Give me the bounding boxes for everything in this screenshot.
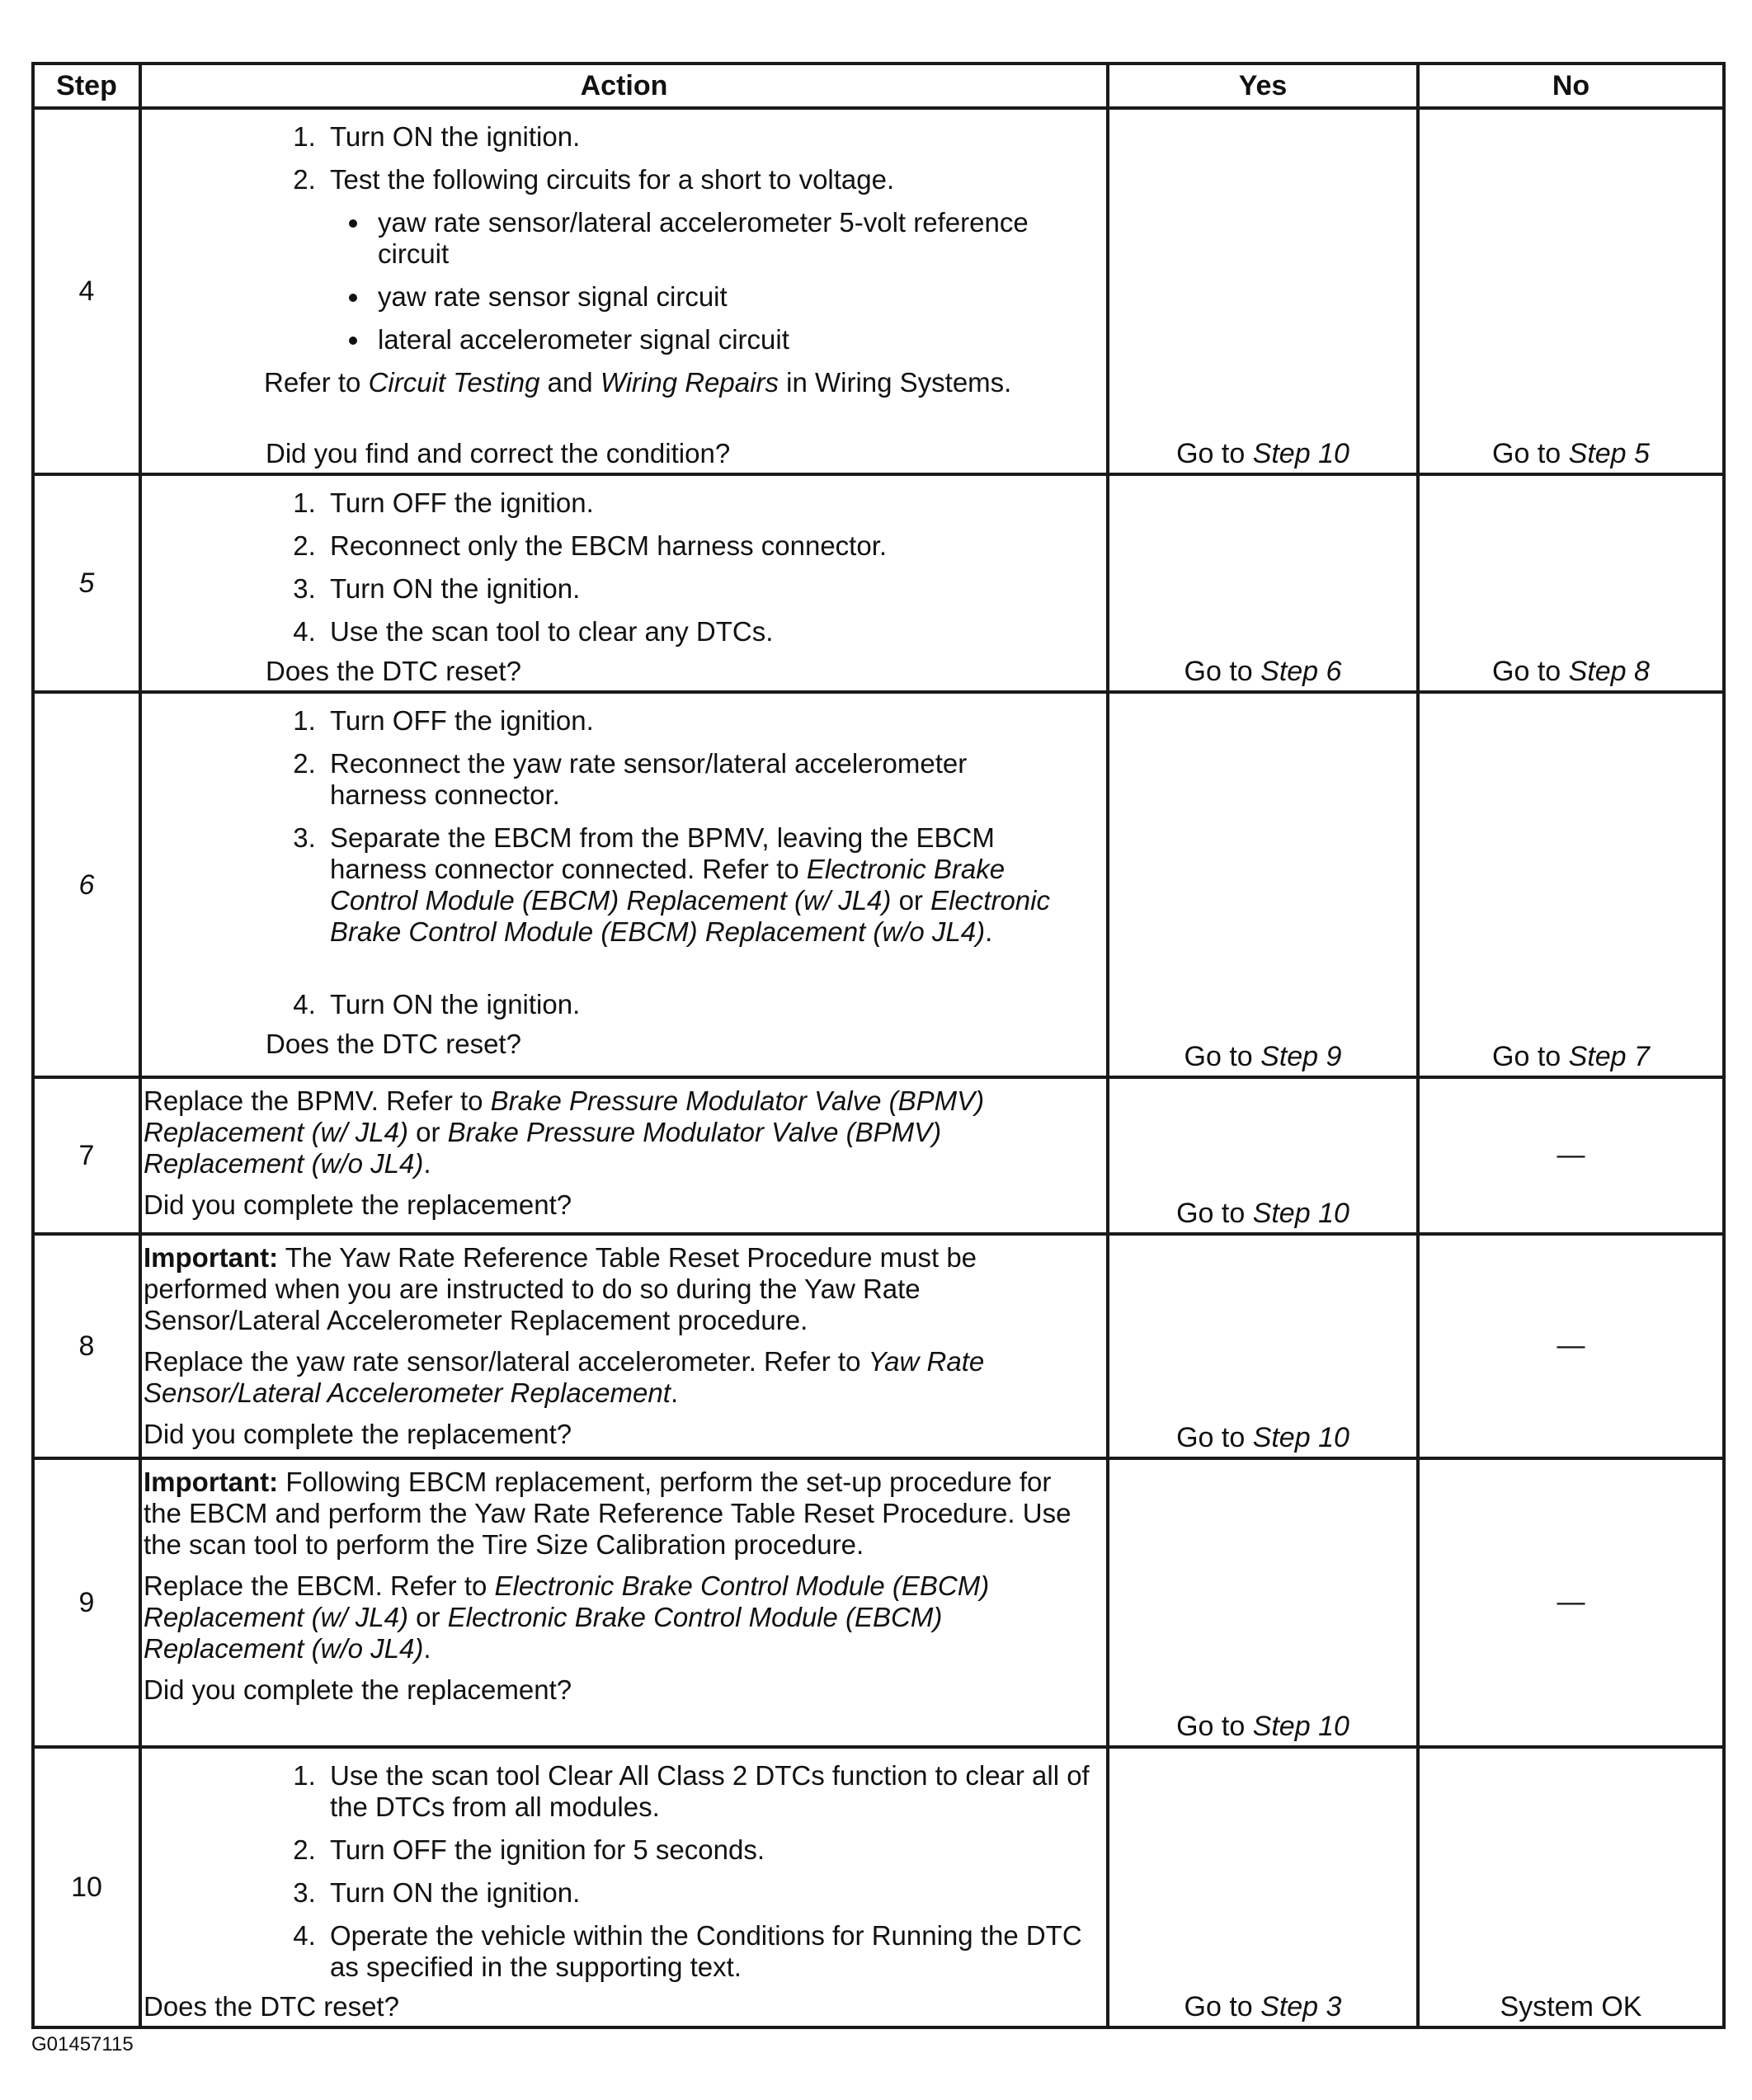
- question-text: Does the DTC reset?: [144, 1991, 399, 2022]
- yes-cell: Go to Step 10: [1108, 1077, 1418, 1234]
- reference-link[interactable]: Electronic Brake Control Module (EBCM) Replacement (w/ JL4): [144, 1570, 990, 1632]
- replace-instruction: Replace the yaw rate sensor/lateral accelerometer. Refer to Yaw Rate Sensor/Lateral Accelerometer Replacement.: [144, 1346, 985, 1408]
- yes-cell: Go to Step 6: [1108, 474, 1418, 692]
- table-row: [33, 1077, 1724, 1234]
- goto-step-link[interactable]: Step 3: [1260, 1991, 1342, 2022]
- table-row: [33, 474, 1724, 692]
- reference-link[interactable]: Circuit Testing: [368, 367, 540, 398]
- step-number: 7: [33, 1077, 140, 1234]
- header-no: No: [1418, 64, 1724, 108]
- goto-step-link[interactable]: Step 8: [1568, 656, 1650, 687]
- step-number: 9: [33, 1458, 140, 1747]
- list-item: 3. Separate the EBCM from the BPMV, leaving the EBCM harness connector connected. Refer to Electronic Brake Control Module (EBCM) Replacement (w/ JL4) or Electronic Brake Control Module (EBCM) Replacement (w/o JL4).: [323, 822, 1098, 948]
- step-number: 10: [33, 1747, 140, 2027]
- yes-cell: Go to Step 10: [1108, 1234, 1418, 1458]
- goto-step-link[interactable]: Step 6: [1260, 656, 1342, 687]
- table-row: [33, 1747, 1724, 2027]
- action-cell: [140, 1458, 1108, 1747]
- no-cell: —: [1418, 1458, 1724, 1747]
- figure-code: G01457115: [31, 2033, 134, 2055]
- list-item: 2. Reconnect only the EBCM harness connector.: [323, 530, 1098, 562]
- table-row: [33, 108, 1724, 474]
- list-item: 1. Turn OFF the ignition.: [323, 705, 1098, 737]
- yes-cell: Go to Step 9: [1108, 692, 1418, 1077]
- header-step: Step: [33, 64, 140, 108]
- goto-step-link[interactable]: Step 10: [1252, 1198, 1349, 1229]
- question-text: Does the DTC reset?: [266, 656, 521, 686]
- table-header-row: [33, 64, 1724, 108]
- important-note: Important: Following EBCM replacement, perform the set-up procedure for the EBCM and perform the Yaw Rate Reference Table Reset Procedure. Use the scan tool to perform the Tire Size Calibration procedure.: [144, 1467, 1071, 1560]
- no-cell: Go to Step 7: [1418, 692, 1724, 1077]
- yes-cell: Go to Step 3: [1108, 1747, 1418, 2027]
- question-text: Did you complete the replacement?: [144, 1674, 572, 1705]
- list-item: • yaw rate sensor signal circuit: [371, 281, 1098, 313]
- table-row: [33, 1234, 1724, 1458]
- no-cell: —: [1418, 1077, 1724, 1234]
- action-cell: [140, 108, 1108, 474]
- reference-link[interactable]: Yaw Rate Sensor/Lateral Accelerometer Replacement: [144, 1346, 985, 1408]
- yes-cell: Go to Step 10: [1108, 108, 1418, 474]
- action-cell: [140, 474, 1108, 692]
- list-item: 3. Turn ON the ignition.: [323, 573, 1098, 605]
- reference-link[interactable]: Brake Pressure Modulator Valve (BPMV) Replacement (w/ JL4): [144, 1085, 985, 1147]
- step-number: 8: [33, 1234, 140, 1458]
- reference-link[interactable]: Wiring Repairs: [600, 367, 779, 398]
- goto-step-link[interactable]: Step 7: [1568, 1041, 1650, 1072]
- question-text: Did you complete the replacement?: [144, 1189, 572, 1220]
- question-text: Does the DTC reset?: [266, 1029, 521, 1059]
- header-action: Action: [140, 64, 1108, 108]
- action-cell: [140, 1234, 1108, 1458]
- diagnostic-table: [31, 62, 1726, 2029]
- no-cell: Go to Step 8: [1418, 474, 1724, 692]
- goto-step-link[interactable]: Step 9: [1260, 1041, 1342, 1072]
- list-item: 2. Reconnect the yaw rate sensor/lateral accelerometer harness connector.: [323, 748, 1098, 811]
- action-cell: [140, 692, 1108, 1077]
- no-cell: System OK: [1418, 1747, 1724, 2027]
- header-yes: Yes: [1108, 64, 1418, 108]
- replace-instruction: Replace the EBCM. Refer to Electronic Brake Control Module (EBCM) Replacement (w/ JL4) or Electronic Brake Control Module (EBCM) Replacement (w/o JL4).: [144, 1570, 990, 1664]
- goto-step-link[interactable]: Step 10: [1252, 438, 1349, 469]
- action-cell: [140, 1077, 1108, 1234]
- list-item: 1. Use the scan tool Clear All Class 2 DTCs function to clear all of the DTCs from all modules.: [323, 1760, 1098, 1823]
- action-cell: [140, 1747, 1108, 2027]
- reference-link[interactable]: Electronic Brake Control Module (EBCM) Replacement (w/o JL4): [144, 1602, 943, 1664]
- reference-link[interactable]: Electronic Brake Control Module (EBCM) Replacement (w/o JL4): [330, 885, 1050, 947]
- step-number: 5: [33, 474, 140, 692]
- list-item: 4. Operate the vehicle within the Conditions for Running the DTC as specified in the supporting text.: [323, 1920, 1098, 1983]
- step-number: 6: [33, 692, 140, 1077]
- circuit-list: [330, 207, 1098, 355]
- goto-step-link[interactable]: Step 5: [1568, 438, 1650, 469]
- replace-instruction: Replace the BPMV. Refer to Brake Pressure Modulator Valve (BPMV) Replacement (w/ JL4) or Brake Pressure Modulator Valve (BPMV) Replacement (w/o JL4).: [144, 1085, 985, 1179]
- step-number: 4: [33, 108, 140, 474]
- table-row: [33, 1458, 1724, 1747]
- list-item: 2. Turn OFF the ignition for 5 seconds.: [323, 1834, 1098, 1866]
- list-item: 4. Turn ON the ignition.: [323, 989, 1098, 1020]
- list-item: 2. Test the following circuits for a short to voltage. • yaw rate sensor/lateral accelerometer 5-volt reference circuit • yaw rate sensor signal circuit • lateral accelerometer signal circuit: [323, 164, 1098, 355]
- question-text: Did you complete the replacement?: [144, 1419, 572, 1449]
- goto-step-link[interactable]: Step 10: [1252, 1422, 1349, 1453]
- question-text: Did you find and correct the condition?: [266, 438, 731, 468]
- list-item: • lateral accelerometer signal circuit: [371, 324, 1098, 355]
- important-note: Important: The Yaw Rate Reference Table Reset Procedure must be performed when you are instructed to do so during the Yaw Rate Sensor/Lateral Accelerometer Replacement procedure.: [144, 1242, 977, 1335]
- list-item: 4. Use the scan tool to clear any DTCs.: [323, 616, 1098, 647]
- table-row: [33, 692, 1724, 1077]
- list-item: 1. Turn OFF the ignition.: [323, 487, 1098, 519]
- reference-link[interactable]: Brake Pressure Modulator Valve (BPMV) Replacement (w/o JL4): [144, 1117, 942, 1179]
- no-cell: —: [1418, 1234, 1724, 1458]
- yes-cell: Go to Step 10: [1108, 1458, 1418, 1747]
- list-item: • yaw rate sensor/lateral accelerometer 5-volt reference circuit: [371, 207, 1098, 270]
- list-item: 1. Turn ON the ignition.: [323, 121, 1098, 153]
- list-item: 3. Turn ON the ignition.: [323, 1877, 1098, 1909]
- no-cell: Go to Step 5: [1418, 108, 1724, 474]
- reference-link[interactable]: Electronic Brake Control Module (EBCM) Replacement (w/ JL4): [330, 854, 1006, 916]
- goto-step-link[interactable]: Step 10: [1252, 1711, 1349, 1742]
- reference-line: Refer to Circuit Testing and Wiring Repairs in Wiring Systems.: [264, 367, 1012, 398]
